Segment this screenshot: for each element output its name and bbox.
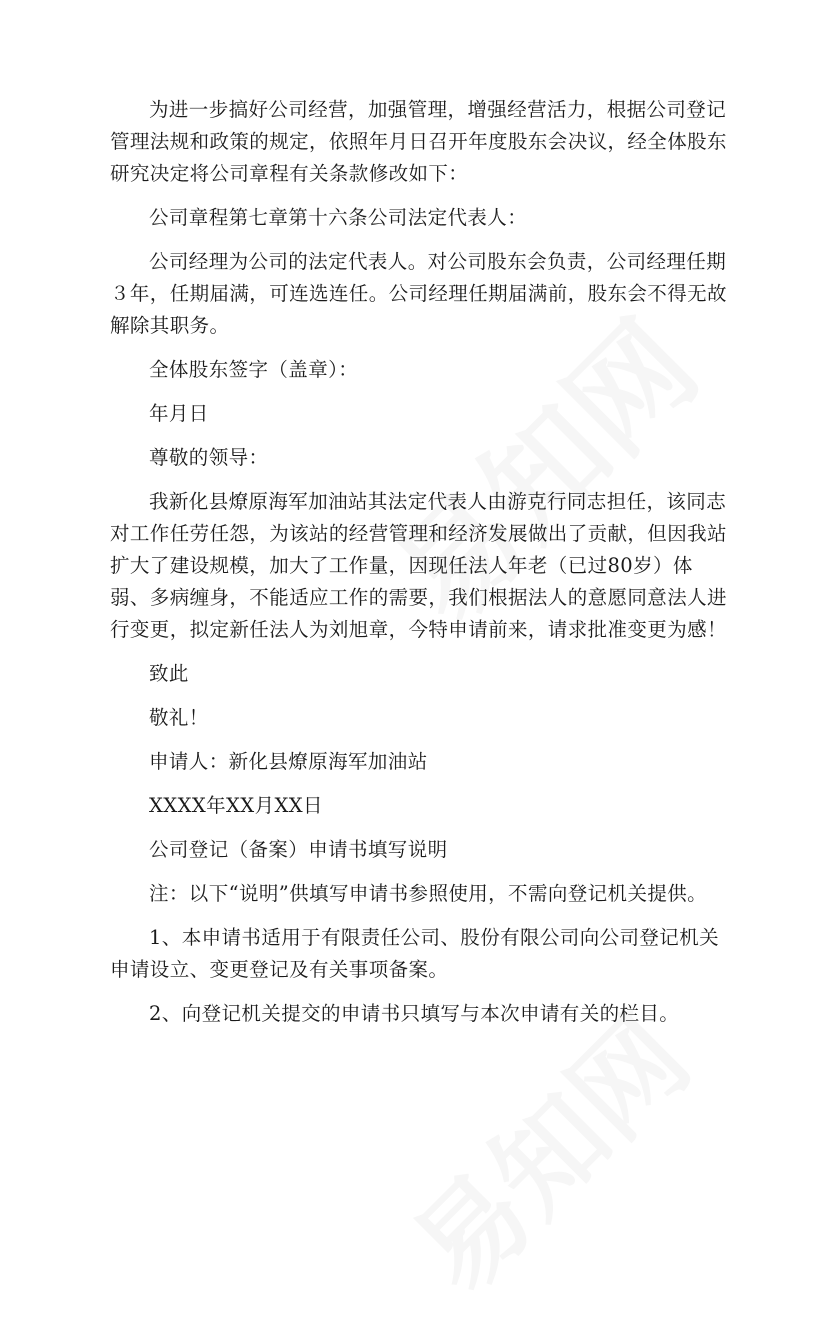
paragraph-article-body: 公司经理为公司的法定代表人。对公司股东会负责，公司经理任期３年，任期届满，可连选连任。公司经理任期届满前，股东会不得无故解除其职务。 bbox=[110, 250, 727, 337]
paragraph-closing-2: 敬礼！ bbox=[149, 706, 209, 729]
paragraph-application-date: XXXX年XX月XX日 bbox=[149, 794, 323, 817]
paragraph-applicant: 申请人：新化县燎原海军加油站 bbox=[149, 750, 428, 773]
paragraph-instructions-note: 注：以下“说明”供填写申请书参照使用，不需向登记机关提供。 bbox=[149, 882, 708, 905]
document-body bbox=[110, 94, 730, 1030]
paragraph-instructions-title: 公司登记（备案）申请书填写说明 bbox=[149, 838, 448, 861]
paragraph-closing-1: 致此 bbox=[149, 662, 189, 685]
paragraph-application-body: 我新化县燎原海军加油站其法定代表人由游克行同志担任，该同志对工作任劳任怨，为该站的经营管理和经济发展做出了贡献，但因我站扩大了建设规模，加大了工作量，因现任法人年老（已过80岁）体弱、多病缠身，不能适应工作的需要，我们根据法人的意愿同意法人进行变更，拟定新任法人为刘旭章，今特申请前来，请求批准变更为感！ bbox=[110, 490, 727, 641]
paragraph-instruction-2: 2、向登记机关提交的申请书只填写与本次申请有关的栏目。 bbox=[149, 1002, 680, 1025]
paragraph-date-blank: 年月日 bbox=[149, 402, 209, 425]
paragraph-instruction-1: 1、本申请书适用于有限责任公司、股份有限公司向公司登记机关申请设立、变更登记及有关事项备案。 bbox=[110, 926, 720, 981]
paragraph-salutation: 尊敬的领导： bbox=[149, 446, 269, 469]
paragraph-shareholder-signature: 全体股东签字（盖章）： bbox=[149, 358, 359, 381]
paragraph-amendment-intro: 为进一步搞好公司经营，加强管理，增强经营活力，根据公司登记管理法规和政策的规定，依照年月日召开年度股东会决议，经全体股东研究决定将公司章程有关条款修改如下： bbox=[110, 98, 727, 185]
paragraph-article-heading: 公司章程第七章第十六条公司法定代表人： bbox=[149, 206, 528, 229]
